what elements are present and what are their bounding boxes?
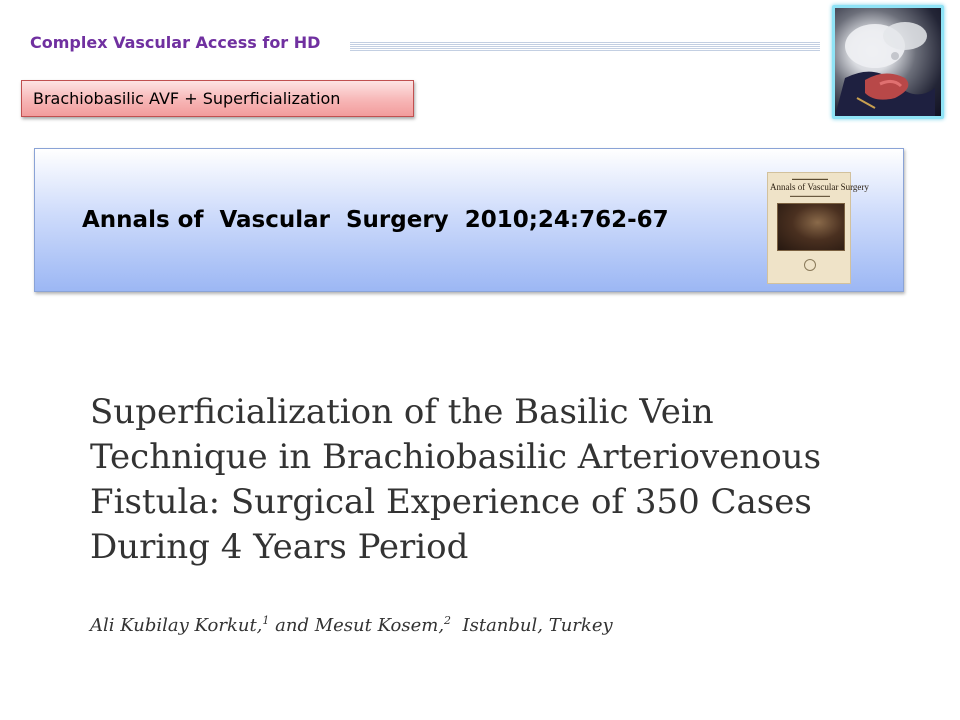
author-connector: and Mesut Kosem, <box>269 615 445 636</box>
header-divider <box>350 42 820 52</box>
topic-label-box: Brachiobasilic AVF + Superficialization <box>21 80 414 117</box>
cover-portrait <box>777 203 845 251</box>
journal-cover-image <box>767 172 869 284</box>
article-title-line: Superficialization of the Basilic Vein <box>90 392 714 432</box>
surgery-photo-illustration <box>835 8 941 116</box>
article-title-line: Technique in Brachiobasilic Arteriovenous <box>90 437 822 477</box>
article-authors <box>90 614 613 636</box>
article-title-line: During 4 Years Period <box>90 527 469 567</box>
publisher-logo-icon <box>804 259 816 271</box>
author-1: Ali Kubilay Korkut, <box>90 615 263 636</box>
citation-panel <box>34 148 904 292</box>
cover-subtitle-rule: ▬▬▬▬▬▬▬▬▬▬ <box>790 193 830 198</box>
journal-cover-title: Annals of Vascular Surgery <box>770 182 869 192</box>
author-2-affiliation: 2 <box>444 614 452 627</box>
author-1-affiliation: 1 <box>262 614 270 627</box>
slide-header-title: Complex Vascular Access for HD <box>30 33 321 52</box>
surgery-photo <box>832 5 944 119</box>
article-title-line: Fistula: Surgical Experience of 350 Cases <box>90 482 812 522</box>
cover-header-rule: ▬▬▬▬▬▬▬▬▬ <box>792 176 828 181</box>
author-location: Istanbul, Turkey <box>451 615 613 636</box>
article-title <box>90 390 910 570</box>
journal-citation: Annals of Vascular Surgery 2010;24:762-67 <box>82 207 669 233</box>
